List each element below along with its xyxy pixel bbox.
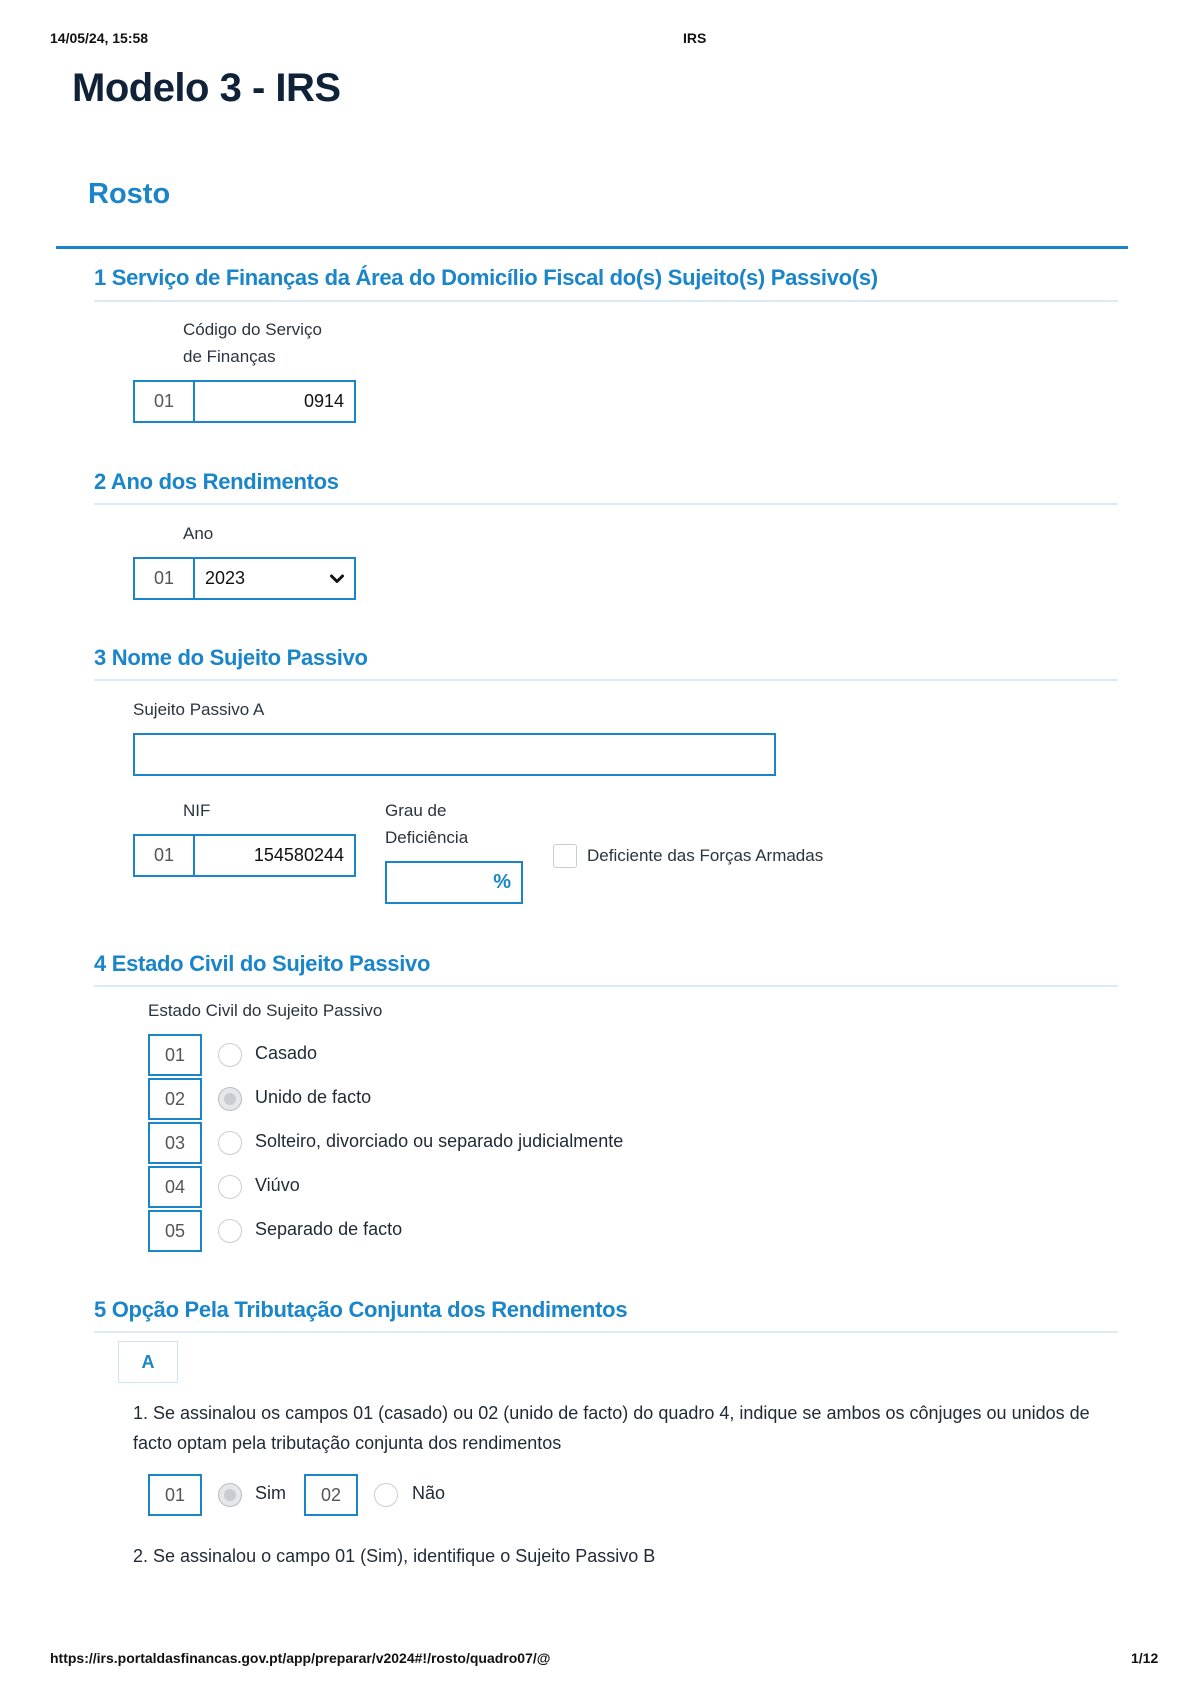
percent-icon: % — [493, 871, 511, 893]
joint-yes-label: Sim — [255, 1483, 286, 1503]
year-label: Ano — [183, 524, 214, 543]
marital-option-label: Separado de facto — [255, 1219, 403, 1239]
year-field-number: 01 — [133, 557, 195, 600]
section5-title: 5 Opção Pela Tributação Conjunta dos Rendimentos — [94, 1297, 628, 1322]
marital-radio-viuvo[interactable] — [218, 1175, 242, 1199]
marital-radio-solteiro[interactable] — [218, 1131, 242, 1155]
section1-title: 1 Serviço de Finanças da Área do Domicílio Fiscal do(s) Sujeito(s) Passivo(s) — [94, 265, 878, 290]
print-title: IRS — [683, 30, 707, 46]
marital-option-label: Viúvo — [255, 1175, 300, 1195]
armed-forces-label: Deficiente das Forças Armadas — [587, 846, 824, 865]
service-code-input[interactable] — [193, 380, 356, 423]
nif-value: 154580244 — [253, 845, 344, 865]
year-select-value: 2023 — [205, 568, 246, 588]
marital-option-label: Unido de facto — [255, 1087, 372, 1107]
section2-title: 2 Ano dos Rendimentos — [94, 469, 339, 494]
print-datetime: 14/05/24, 15:58 — [50, 30, 149, 46]
joint-yes-number: 01 — [148, 1474, 202, 1516]
marital-status-group-label: Estado Civil do Sujeito Passivo — [148, 1001, 383, 1020]
section3-title: 3 Nome do Sujeito Passivo — [94, 645, 368, 670]
section5-divider — [94, 1331, 1118, 1333]
marital-option-label: Solteiro, divorciado ou separado judicialmente — [255, 1131, 624, 1151]
tab-title: Rosto — [88, 178, 171, 210]
service-code-field-number: 01 — [133, 380, 195, 423]
tab-a[interactable]: A — [118, 1341, 178, 1383]
taxpayer-a-label: Sujeito Passivo A — [133, 700, 265, 719]
chevron-down-icon — [330, 574, 344, 584]
marital-radio-separado-de-facto[interactable] — [218, 1219, 242, 1243]
page-title: Modelo 3 - IRS — [72, 66, 341, 110]
section1-divider — [94, 300, 1118, 302]
year-select[interactable] — [193, 557, 356, 600]
nif-label: NIF — [183, 801, 211, 820]
section4-title: 4 Estado Civil do Sujeito Passivo — [94, 951, 431, 976]
marital-radio-unido-de-facto[interactable] — [218, 1087, 242, 1111]
marital-option-label: Casado — [255, 1043, 318, 1063]
service-code-value: 0914 — [303, 391, 344, 411]
marital-option-number: 01 — [148, 1034, 202, 1076]
nif-field-number: 01 — [133, 834, 195, 877]
joint-taxation-no-radio[interactable] — [374, 1483, 398, 1507]
joint-no-number: 02 — [304, 1474, 358, 1516]
joint-taxation-question: 1. Se assinalou os campos 01 (casado) ou 02 (unido de facto) do quadro 4, indique se ambos os cônjuges ou unidos de facto optam pela tributação conjunta dos rendimentos — [133, 1403, 1090, 1453]
joint-no-label: Não — [412, 1483, 446, 1503]
service-code-label-line2: de Finanças — [183, 347, 276, 366]
armed-forces-checkbox[interactable] — [553, 844, 577, 868]
section4-divider — [94, 985, 1118, 987]
service-code-label-line1: Código do Serviço — [183, 320, 322, 339]
marital-option-number: 04 — [148, 1166, 202, 1208]
taxpayer-a-name-input[interactable] — [133, 733, 776, 776]
section2-divider — [94, 503, 1118, 505]
marital-option-number: 05 — [148, 1210, 202, 1252]
nif-input[interactable] — [193, 834, 356, 877]
deficiency-label-line1: Grau de — [385, 801, 447, 820]
marital-option-number: 02 — [148, 1078, 202, 1120]
marital-option-number: 03 — [148, 1122, 202, 1164]
title-divider — [56, 246, 1128, 249]
section3-divider — [94, 679, 1118, 681]
joint-taxation-yes-radio[interactable] — [218, 1483, 242, 1507]
footer-url: https://irs.portaldasfinancas.gov.pt/app/preparar/v2024#!/rosto/quadro07/@ — [50, 1650, 551, 1666]
deficiency-input[interactable] — [385, 861, 523, 904]
footer-page-number: 1/12 — [1131, 1650, 1159, 1666]
taxpayer-b-instruction: 2. Se assinalou o campo 01 (Sim), identifique o Sujeito Passivo B — [133, 1546, 656, 1566]
marital-radio-casado[interactable] — [218, 1043, 242, 1067]
deficiency-label-line2: Deficiência — [385, 828, 469, 847]
